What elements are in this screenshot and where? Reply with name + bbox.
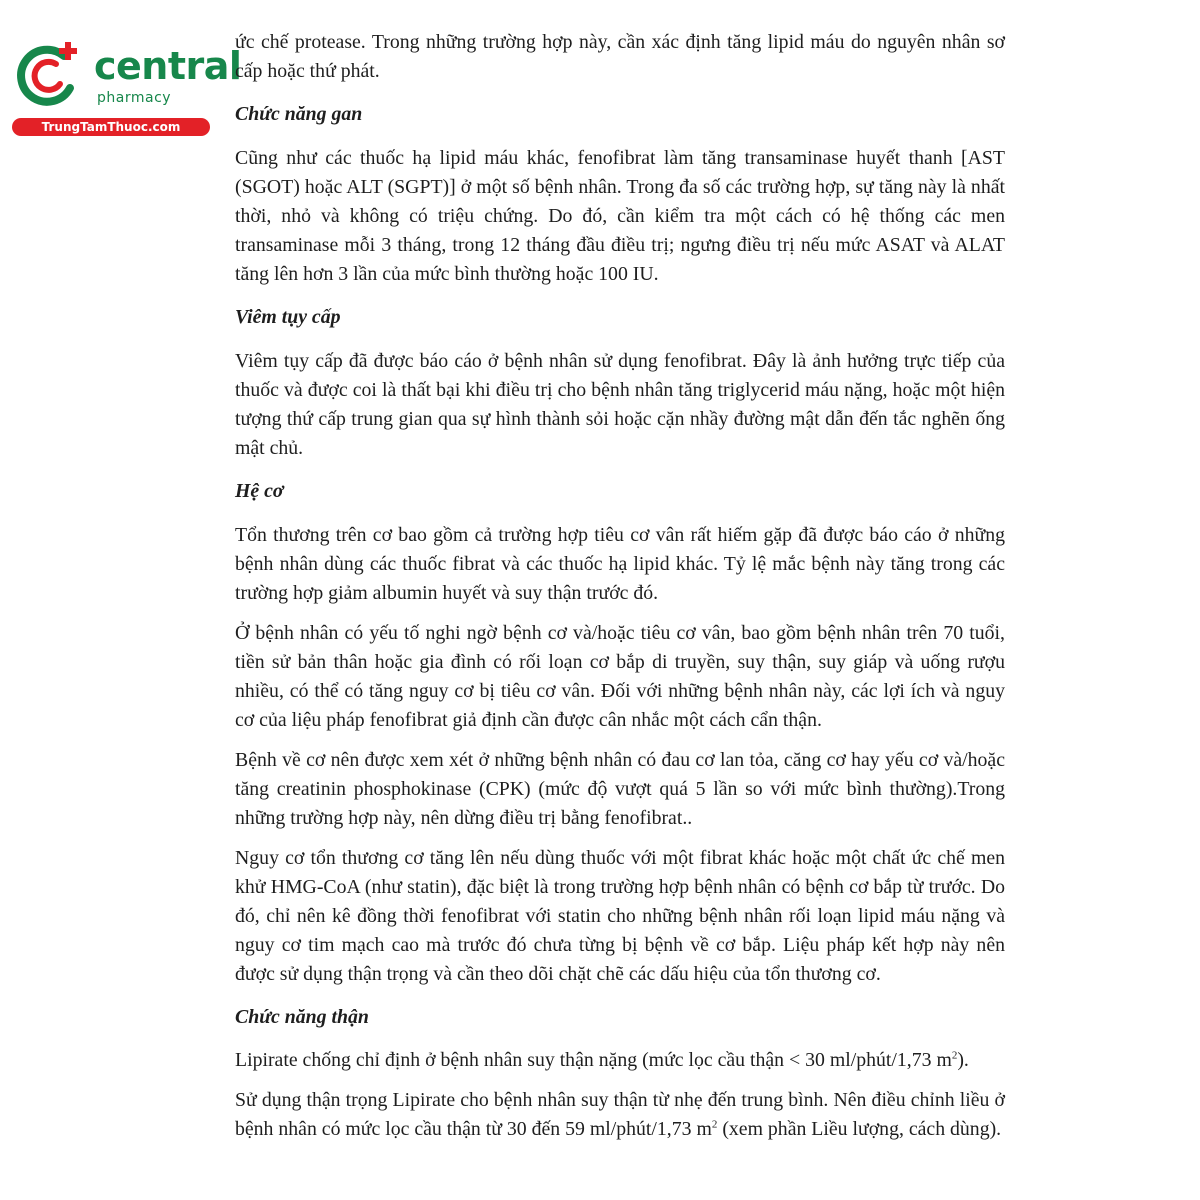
heading-kidney-function: Chức năng thận (235, 1006, 369, 1028)
paragraph-intro: ức chế protease. Trong những trường hợp này, cần xác định tăng lipid máu do nguyên nhân sơ cấp hoặc thứ phát. (235, 31, 1005, 82)
paragraph-kidney-2-end: (xem phần Liều lượng, cách dùng). (717, 1118, 1002, 1140)
paragraph-muscle-1: Tổn thương trên cơ bao gồm cả trường hợp tiêu cơ vân rất hiếm gặp đã được báo cáo ở những bệnh nhân dùng các thuốc fibrat và các thuốc hạ lipid khác. Tỷ lệ mắc bệnh này tăng trong các trường hợp giảm albumin huyết và suy thận trước đó. (235, 524, 1005, 604)
paragraph-liver-function: Cũng như các thuốc hạ lipid máu khác, fenofibrat làm tăng transaminase huyết thanh [AST (SGOT) hoặc ALT (SGPT)] ở một số bệnh nhân. Trong đa số các trường hợp, sự tăng này là nhất thời, nhỏ và không có triệu chứng. Do đó, cần kiểm tra một cách có hệ thống các men transaminase mỗi 3 tháng, trong 12 tháng đầu điều trị; ngưng điều trị nếu mức ASAT và ALAT tăng lên hơn 3 lần của mức bình thường hoặc 100 IU. (235, 147, 1005, 285)
paragraph-muscle-4: Nguy cơ tổn thương cơ tăng lên nếu dùng thuốc với một fibrat khác hoặc một chất ức chế men khử HMG-CoA (như statin), đặc biệt là trong trường hợp bệnh nhân có bệnh cơ bắp từ trước. Do đó, chỉ nên kê đồng thời fenofibrat với statin cho những bệnh nhân rối loạn lipid máu nặng và nguy cơ tim mạch cao mà trước đó chưa từng bị bệnh về cơ bắp. Liệu pháp kết hợp này nên được sử dụng thận trọng và cần theo dõi chặt chẽ các dấu hiệu của tổn thương cơ. (235, 847, 1005, 985)
brand-logo (8, 38, 242, 138)
brand-site-banner: TrungTamThuoc.com (12, 118, 210, 136)
superscript-2: 2 (951, 1049, 958, 1062)
heading-liver-function: Chức năng gan (235, 103, 363, 125)
brand-sub: pharmacy (97, 90, 172, 106)
heading-acute-pancreatitis: Viêm tụy cấp (235, 306, 341, 328)
paragraph-muscle-2: Ở bệnh nhân có yếu tố nghi ngờ bệnh cơ và/hoặc tiêu cơ vân, bao gồm bệnh nhân trên 70 tuổi, tiền sử bản thân hoặc gia đình có rối loạn cơ bắp di truyền, suy thận, suy giáp và uống rượu nhiều, có thể có tăng nguy cơ bị tiêu cơ vân. Đối với những bệnh nhân này, các lợi ích và nguy cơ của liệu pháp fenofibrat giả định cần được cân nhắc một cách cẩn thận. (235, 622, 1005, 731)
paragraph-acute-pancreatitis: Viêm tụy cấp đã được báo cáo ở bệnh nhân sử dụng fenofibrat. Đây là ảnh hưởng trực tiếp của thuốc và được coi là thất bại khi điều trị cho bệnh nhân tăng triglycerid máu nặng, hoặc một hiện tượng thứ cấp trung gian qua sự hình thành sỏi hoặc cặn nhầy đường mật dẫn đến tắc nghẽn ống mật chủ. (235, 350, 1005, 459)
paragraph-kidney-2 (235, 1086, 1005, 1144)
brand-name: central (94, 44, 242, 88)
paragraph-kidney-1 (235, 1046, 1005, 1075)
document-body (235, 28, 1005, 1144)
paragraph-kidney-2-text: Sử dụng thận trọng Lipirate cho bệnh nhân suy thận từ nhẹ đến trung bình. Nên điều chỉnh liều ở bệnh nhân có mức lọc cầu thận từ 30 đến 59 ml/phút/1,73 m (235, 1089, 1005, 1140)
paragraph-kidney-1-end: ). (957, 1049, 969, 1071)
paragraph-muscle-3: Bệnh về cơ nên được xem xét ở những bệnh nhân có đau cơ lan tỏa, căng cơ hay yếu cơ và/hoặc tăng creatinin phosphokinase (CPK) (mức độ vượt quá 5 lần so với mức bình thường).Trong những trường hợp này, nên dừng điều trị bằng fenofibrat.. (235, 749, 1005, 829)
paragraph-kidney-1-text: Lipirate chống chỉ định ở bệnh nhân suy thận nặng (mức lọc cầu thận < 30 ml/phút/1,73 m (235, 1049, 952, 1071)
central-pharmacy-logo-icon (12, 38, 86, 112)
heading-muscle: Hệ cơ (235, 480, 284, 502)
superscript-2: 2 (711, 1118, 718, 1131)
